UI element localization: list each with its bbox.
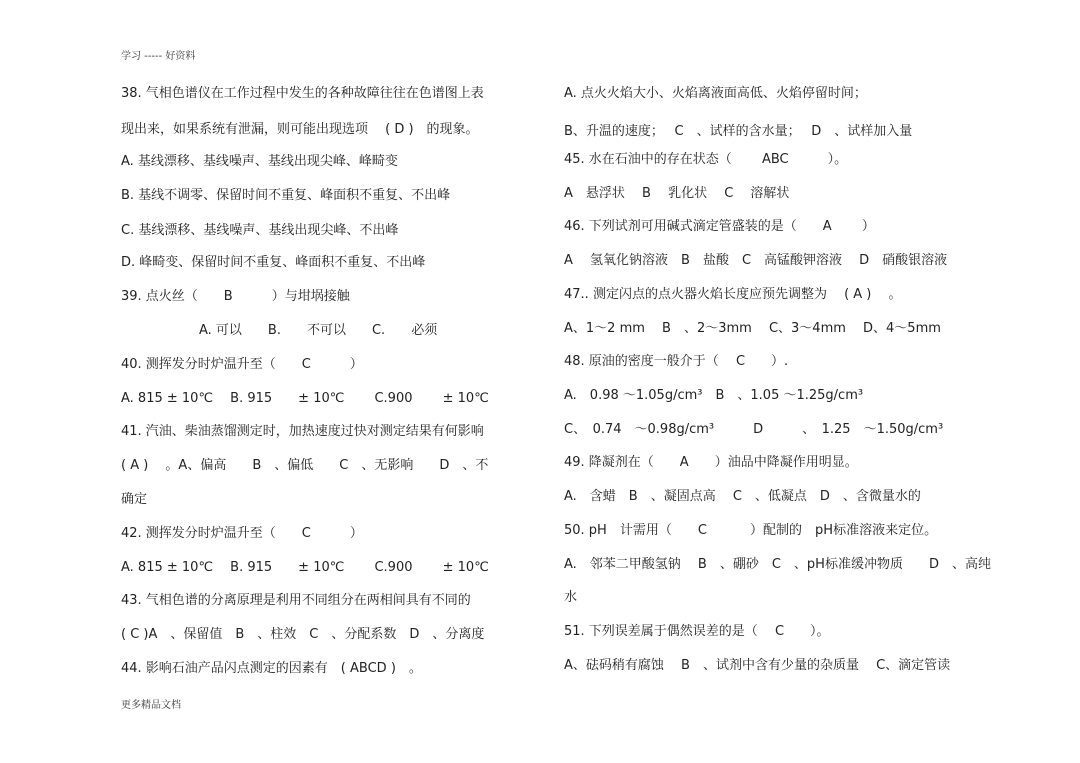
- text-line: A. 点火火焰大小、火焰离液面高低、火焰停留时间；: [564, 86, 867, 101]
- text-line: A. 邻苯二甲酸氢钠 B 、硼砂 C 、pH标准缓冲物质 D 、高纯: [564, 557, 991, 572]
- text-line: 42. 测挥发分时炉温升至（ C ）: [121, 526, 363, 541]
- text-line: D. 峰畸变、保留时间不重复、峰面积不重复、不出峰: [121, 255, 426, 270]
- text-line: C、 0.74 ～0.98g/cm³ D 、 1.25 ～1.50g/cm³: [564, 422, 944, 437]
- text-line: 水: [564, 590, 578, 605]
- page-footer: 更多精品文档: [121, 700, 181, 711]
- text-line: A 悬浮状 B 乳化状 C 溶解状: [564, 186, 790, 201]
- text-line: 46. 下列试剂可用碱式滴定管盛装的是（ A ）: [564, 219, 875, 234]
- text-line: A. 0.98 ～1.05g/cm³ B 、1.05 ～1.25g/cm³: [564, 388, 864, 403]
- text-line: ( A ) 。A、偏高 B 、偏低 C 、无影响 D 、不: [121, 458, 489, 473]
- text-line: A. 815 ± 10℃ B. 915 ± 10℃ C.900 ± 10℃: [121, 391, 489, 406]
- text-line: A、砝码稍有腐蚀 B 、试剂中含有少量的杂质量 C、滴定管读: [564, 658, 951, 673]
- text-line: 45. 水在石油中的存在状态（ ABC ）。: [564, 152, 848, 167]
- text-line: 41. 汽油、柴油蒸馏测定时，加热速度过快对测定结果有何影响: [121, 424, 484, 439]
- text-line: A 氢氧化钠溶液 B 盐酸 C 高锰酸钾溶液 D 硝酸银溶液: [564, 253, 948, 268]
- text-line: ( C )A 、保留值 B 、柱效 C 、分配系数 D 、分离度: [121, 627, 485, 642]
- text-line: 47.. 测定闪点的点火器火焰长度应预先调整为 ( A ) 。: [564, 287, 902, 302]
- text-line: 确定: [121, 492, 148, 507]
- text-line: A. 可以 B. 不可以 C. 必须: [121, 323, 438, 338]
- text-line: B. 基线不调零、保留时间不重复、峰面积不重复、不出峰: [121, 188, 451, 203]
- text-line: 38. 气相色谱仪在工作过程中发生的各种故障往往在色谱图上表: [121, 86, 484, 101]
- text-line: 51. 下列误差属于偶然误差的是（ C ）。: [564, 624, 830, 639]
- text-line: A. 基线漂移、基线噪声、基线出现尖峰、峰畸变: [121, 154, 398, 169]
- text-line: A. 815 ± 10℃ B. 915 ± 10℃ C.900 ± 10℃: [121, 560, 489, 575]
- text-line: 49. 降凝剂在（ A ）油品中降凝作用明显。: [564, 455, 858, 470]
- text-line: B、升温的速度； C 、试样的含水量； D 、试样加入量: [564, 124, 913, 139]
- text-line: C. 基线漂移、基线噪声、基线出现尖峰、不出峰: [121, 223, 399, 238]
- page-header: 学习 ----- 好资料: [121, 51, 196, 62]
- text-line: 48. 原油的密度一般介于（ C ）.: [564, 354, 789, 369]
- text-line: 44. 影响石油产品闪点测定的因素有 ( ABCD ) 。: [121, 661, 422, 676]
- text-line: 43. 气相色谱的分离原理是利用不同组分在两相间具有不同的: [121, 593, 471, 608]
- text-line: 40. 测挥发分时炉温升至（ C ）: [121, 357, 363, 372]
- text-line: A、1～2 mm B 、2～3mm C、3～4mm D、4～5mm: [564, 321, 941, 336]
- text-line: A. 含蜡 B 、凝固点高 C 、低凝点 D 、含微量水的: [564, 489, 921, 504]
- text-line: 50. pH 计需用（ C ）配制的 pH标准溶液来定位。: [564, 523, 938, 538]
- text-line: 39. 点火丝（ B ）与坩埚接触: [121, 289, 350, 304]
- text-line: 现出来，如果系统有泄漏，则可能出现选项 ( D ) 的现象。: [121, 122, 479, 137]
